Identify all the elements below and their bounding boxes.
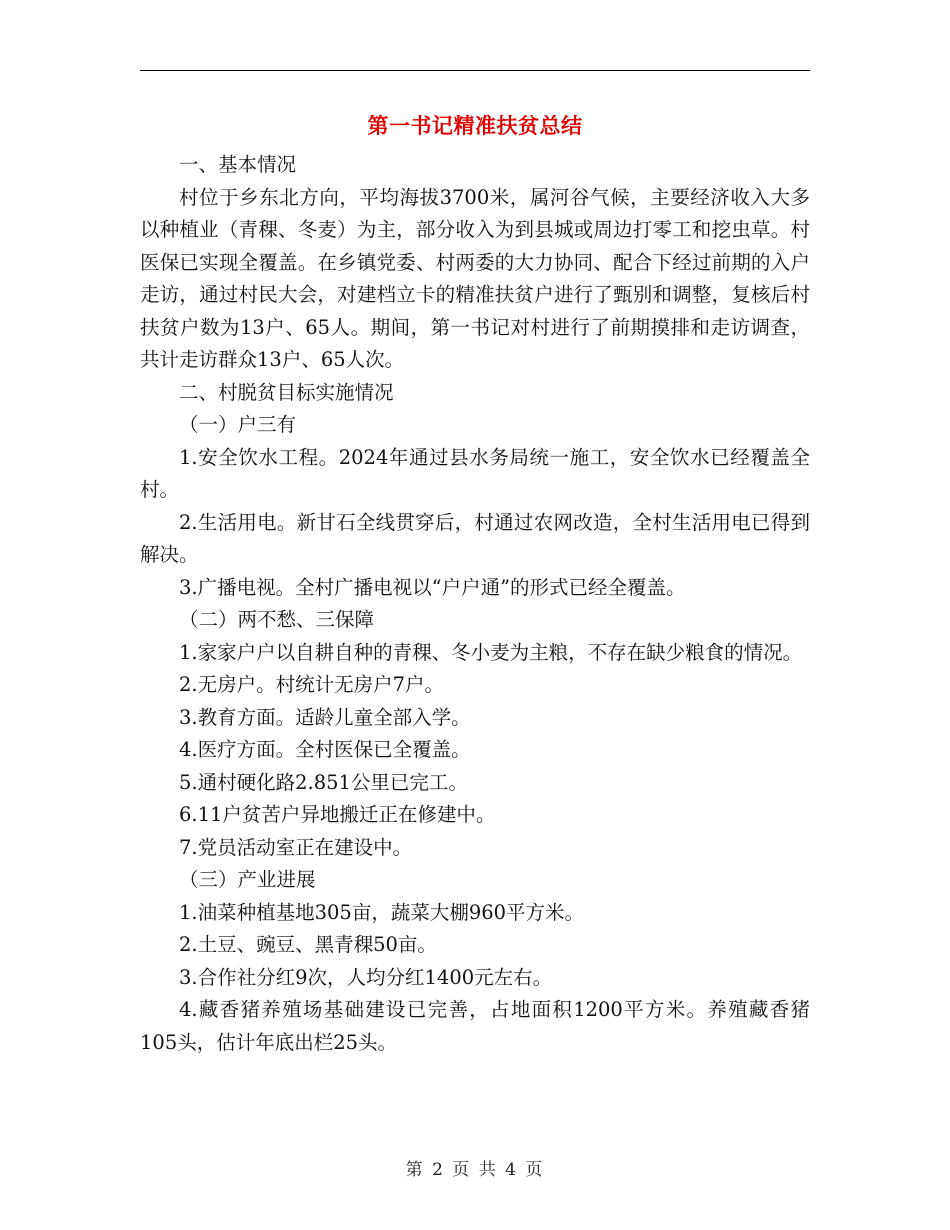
subsection-heading-industry: （三）产业进展 [179, 868, 316, 891]
list-item: 1.家家户户以自耕自种的青稞、冬小麦为主粮，不存在缺少粮食的情况。 [179, 640, 803, 664]
header-rule [140, 70, 810, 71]
document-body [140, 149, 810, 1059]
section-heading-basic: 一、基本情况 [179, 153, 297, 176]
section-heading-goals: 二、村脱贫目标实施情况 [179, 380, 394, 404]
list-item: 3.广播电视。全村广播电视以“户户通”的形式已经全覆盖。 [179, 575, 686, 599]
list-item: 5.通村硬化路2.851公里已完工。 [179, 770, 468, 794]
document-title: 第一书记精准扶贫总结 [367, 113, 583, 138]
list-item: 2.土豆、豌豆、黑青稞50亩。 [179, 933, 437, 956]
list-item: 1.油菜种植基地305亩，蔬菜大棚960平方米。 [179, 900, 585, 924]
page-footer: 第 2 页 共 4 页 [405, 1160, 545, 1180]
list-item: 6.11户贫苦户异地搬迁正在修建中。 [179, 803, 496, 826]
list-item: 2.生活用电。新甘石全线贯穿后，村通过农网改造，全村生活用电已得到解决。 [140, 510, 810, 566]
subsection-heading-three-haves: （一）户三有 [179, 413, 297, 436]
list-item: 3.教育方面。适龄儿童全部入学。 [179, 705, 471, 729]
subsection-heading-guarantees: （二）两不愁、三保障 [179, 608, 375, 631]
list-item: 4.藏香猪养殖场基础建设已完善，占地面积1200平方米。养殖藏香猪105头，估计年底出栏25头。 [140, 998, 810, 1054]
list-item: 4.医疗方面。全村医保已全覆盖。 [179, 738, 471, 761]
paragraph-basic-info: 村位于乡东北方向，平均海拔3700米，属河谷气候，主要经济收入大多以种植业（青稞、冬麦）为主，部分收入为到县城或周边打零工和挖虫草。村医保已实现全覆盖。在乡镇党委、村两委的大力协同、配合下经过前期的入户走访，通过村民大会，对建档立卡的精准扶贫户进行了甄别和调整，复核后村扶贫户数为13户、65人。期间，第一书记对村进行了前期摸排和走访调查，共计走访群众13户、65人次。 [140, 185, 810, 371]
list-item: 2.无房户。村统计无房户7户。 [179, 673, 445, 696]
list-item: 7.党员活动室正在建设中。 [179, 835, 413, 859]
list-item: 3.合作社分红9次，人均分红1400元左右。 [179, 965, 553, 989]
list-item: 1.安全饮水工程。2024年通过县水务局统一施工，安全饮水已经覆盖全村。 [140, 445, 810, 501]
